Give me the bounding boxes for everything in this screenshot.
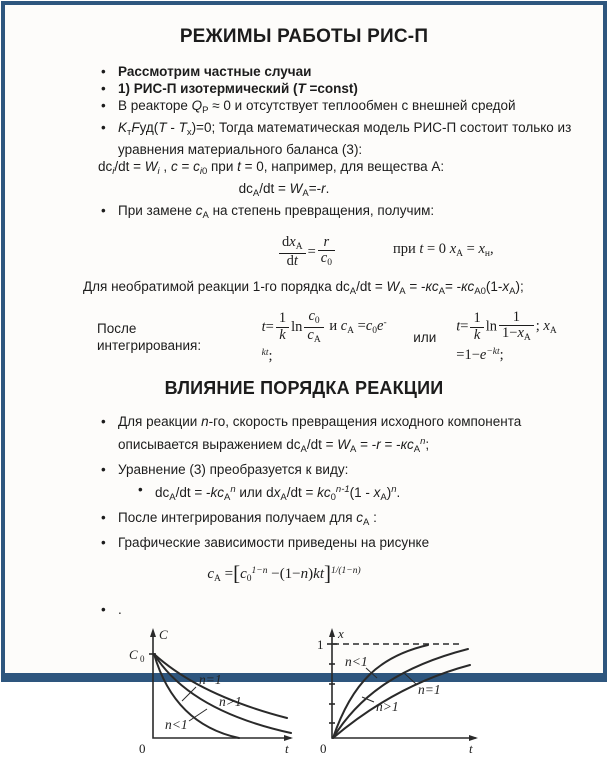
bullet-after-integration: • После интегрирования получаем для $c_А$ : <box>5 508 577 533</box>
left-yaxis-arrow-icon <box>150 628 156 637</box>
left-x-axis-label: t <box>285 741 289 756</box>
formula-integrated-c: t= $\frac{1}{k}$ ln $\frac{c_0}{c_А}$ и $c_А =c_0e^{-kt}$; <box>261 307 387 365</box>
bullet-heat-balance: • $K_тFуд(T - T_х)=0$; Тогда математическая модель РИС-П состоит только из уравнения материального баланса (3): <box>5 119 577 158</box>
section2-title: ВЛИЯНИЕ ПОРЯДКА РЕАКЦИИ <box>164 378 444 398</box>
bullet-qr-zero: • В реакторе $Q_Р \approx 0$ и отсутствует теплообмен с внешней средой <box>5 97 577 119</box>
fraction-dxa-dt: $\frac{dx_А}{dt}$ <box>279 235 306 269</box>
bullet-isothermal: • 1) РИС-П изотермический (T =const) <box>5 80 577 97</box>
formula-ca-general: $c_А =[c_0^{1-n} -(1-n)kt]^{1/(1-n)}$ <box>207 561 361 585</box>
line-material-balance: $dc_i/dt = W_i$ , $c = c_{i0}$ при t = 0, например, для вещества А: <box>98 159 445 177</box>
right-y-axis-label: x <box>338 626 344 641</box>
line-dca-eq: $dc_А/dt = W_А=-r$. <box>238 181 330 199</box>
bullet-conversion: • При замене $c_А$ на степень превращения, получим: <box>5 202 577 224</box>
ln-symbol2: ln <box>485 318 498 335</box>
slide <box>1 1 607 756</box>
left-origin-label: 0 <box>139 741 146 756</box>
right-graph <box>300 626 490 761</box>
para-first-order: Для необратимой реакции 1-го порядка $dc_А/dt = W_А = -кc_А= -кc_{А0}(1-x_А)$; <box>83 279 524 297</box>
initial-condition: при t = 0 $x_А = x_н$, <box>392 241 494 259</box>
fraction-1-1mxa: $\frac{1}{1-x_А}$ <box>499 310 534 344</box>
bullet-eq3-transform: • Уравнение (3) преобразуется к виду: <box>5 460 577 480</box>
bullet-graphs-shown: • Графические зависимости приведены на рисунке <box>5 533 577 553</box>
fraction-1-k2: $\frac{1}{k}$ <box>470 311 483 342</box>
right-label-n1: n=1 <box>418 682 441 697</box>
fraction-c0-ca: $\frac{c_0}{c_А}$ <box>304 309 323 346</box>
ln-symbol: ln <box>291 318 303 335</box>
subbullet-eq3-forms: • $dc_А/dt = -kc_А^n$ или $dx_А/dt = kc_0^{n-1}(1 - x_А)^n$. <box>5 480 577 508</box>
right-origin-label: 0 <box>320 741 327 756</box>
formula-integration-row <box>97 307 603 365</box>
left-y-axis-label: C <box>159 627 168 642</box>
bullet-dot: • . <box>5 600 577 620</box>
left-label-nlt1: n<1 <box>165 717 188 732</box>
graphs-row <box>115 626 603 761</box>
left-c0-label: C <box>129 647 138 662</box>
right-one-label: 1 <box>317 637 324 652</box>
page-title: РЕЖИМЫ РАБОТЫ РИС-П <box>179 26 429 47</box>
left-label-n1: n=1 <box>199 672 222 687</box>
left-graph <box>115 626 300 761</box>
leader-n1 <box>404 673 416 684</box>
integration-label: После интегрирования: <box>97 321 202 353</box>
right-yaxis-arrow-icon <box>329 628 335 637</box>
left-c0-sub: 0 <box>140 654 145 664</box>
formula-dxdt <box>277 233 603 271</box>
section-regimes <box>5 63 603 365</box>
fraction-1-k: $\frac{1}{k}$ <box>276 311 289 342</box>
fraction-r-c0: $\frac{r}{c_0}$ <box>318 235 335 269</box>
equals-sign: = <box>307 243 316 260</box>
or-label: или <box>413 329 437 345</box>
curve-n-gt-1 <box>333 665 470 738</box>
bullet-cases: • Рассмотрим частные случаи <box>5 63 577 80</box>
section-reaction-order <box>5 412 603 620</box>
left-label-ngt1: n>1 <box>219 694 242 709</box>
right-label-ngt1: n>1 <box>376 699 399 714</box>
bullet-nth-order: • Для реакции n-го, скорость превращения исходного компонента описывается выражением $dc_А/dt = W_А = -r = -кc_А^n$; <box>5 412 577 460</box>
right-label-nlt1: n<1 <box>345 654 368 669</box>
formula-integrated-x: t= $\frac{1}{k}$ ln $\frac{1}{1-x_А}$ ; $x_А =1-e^{-kt}$; <box>456 308 557 364</box>
right-x-axis-label: t <box>469 741 473 756</box>
